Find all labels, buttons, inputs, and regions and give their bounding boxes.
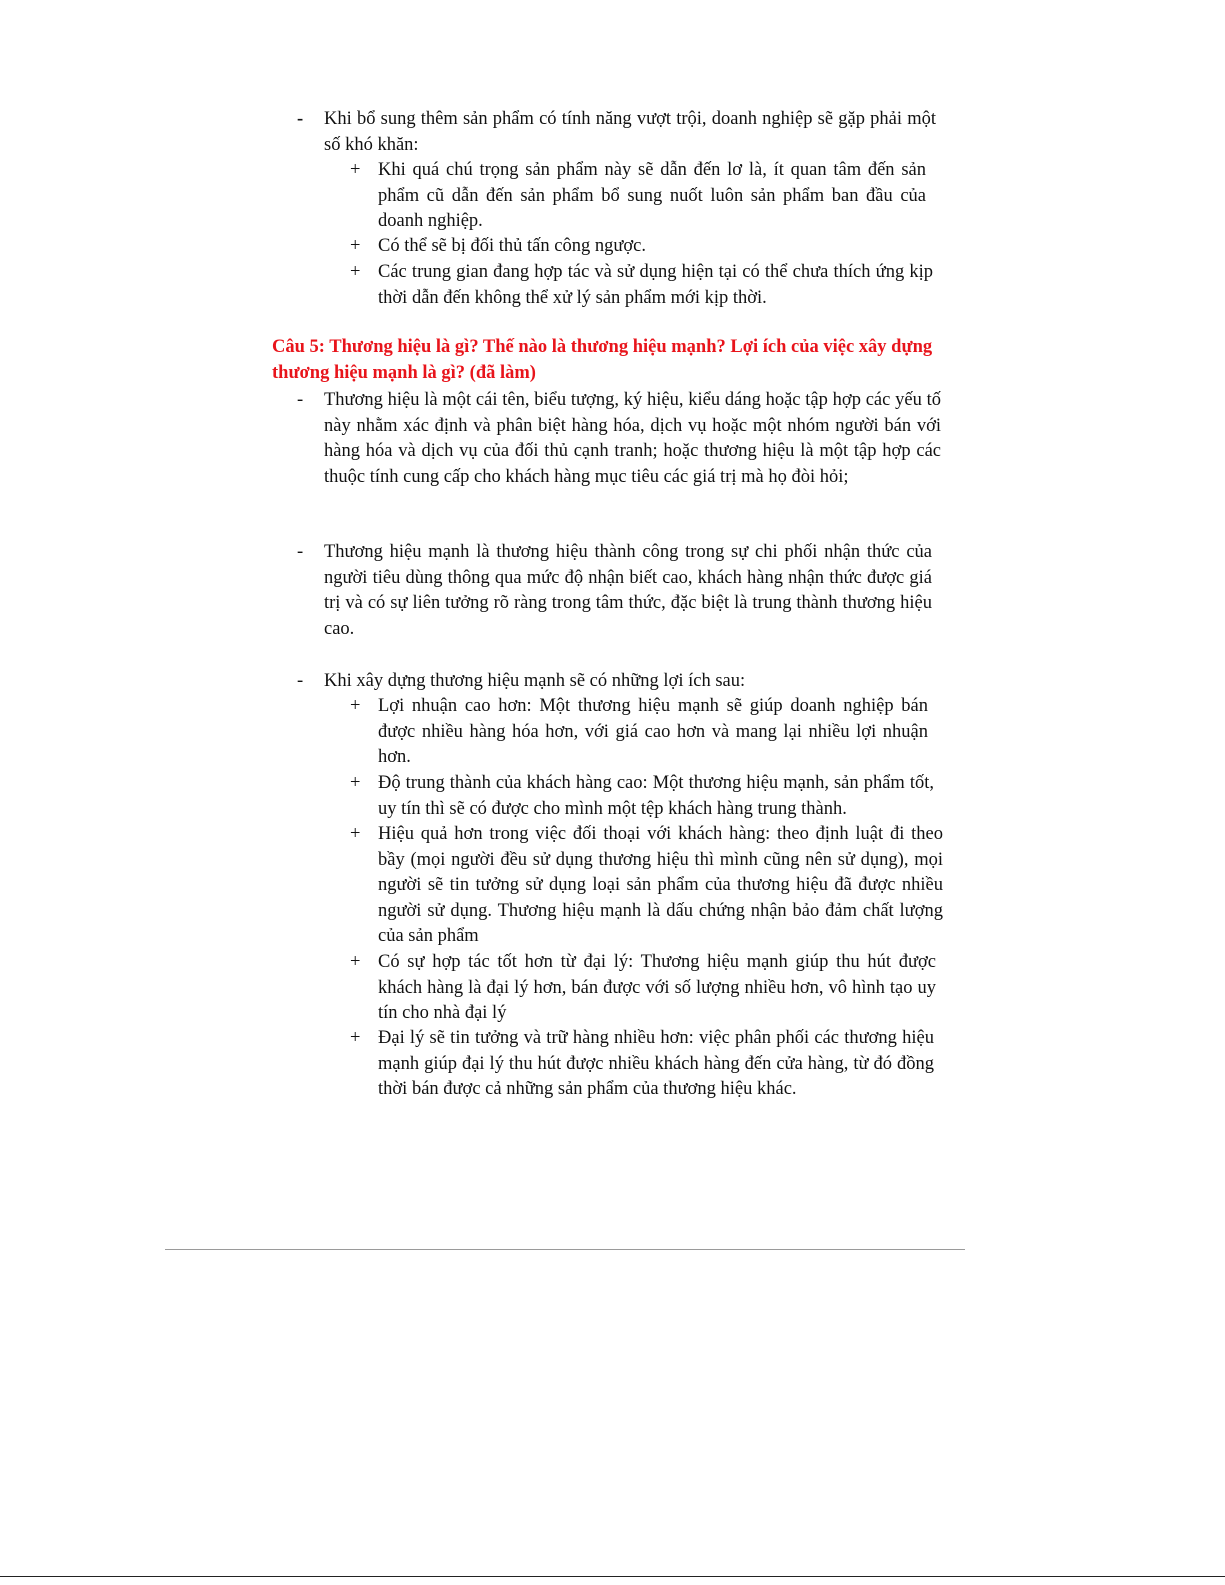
dash-bullet: - <box>297 390 304 410</box>
benefit-item: Đại lý sẽ tin tưởng và trữ hàng nhiều hơn: việc phân phối các thương hiệu mạnh giúp đại lý thu hút được nhiều khách hàng đến cửa hàng, từ đó đồng thời bán được cả những sản phẩm của thương hiệu khác. <box>378 1028 934 1100</box>
difficulty-item: Có thể sẽ bị đối thủ tấn công ngược. <box>378 236 646 256</box>
question-5-heading: Câu 5: Thương hiệu là gì? Thế nào là thương hiệu mạnh? Lợi ích của việc xây dựng thương hiệu mạnh là gì? (đã làm) <box>272 337 933 383</box>
plus-bullet: + <box>350 1028 361 1048</box>
difficulty-item: Các trung gian đang hợp tác và sử dụng hiện tại có thể chưa thích ứng kịp thời dẫn đến không thể xử lý sản phẩm mới kịp thời. <box>378 262 933 308</box>
plus-bullet: + <box>350 262 361 282</box>
dash-bullet: - <box>297 542 304 562</box>
strong-brand-definition: Thương hiệu mạnh là thương hiệu thành công trong sự chi phối nhận thức của người tiêu dùng thông qua mức độ nhận biết cao, khách hàng nhận thức được giá trị và có sự liên tưởng rõ ràng trong tâm thức, đặc biệt là trung thành thương hiệu cao. <box>324 542 932 639</box>
difficulty-item: Khi quá chú trọng sản phẩm này sẽ dẫn đến lơ là, ít quan tâm đến sản phẩm cũ dẫn đến sản phẩm bổ sung nuốt luôn sản phẩm ban đầu của doanh nghiệp. <box>378 160 926 232</box>
difficulties-intro: Khi bổ sung thêm sản phẩm có tính năng vượt trội, doanh nghiệp sẽ gặp phải một số khó khăn: <box>324 109 936 155</box>
plus-bullet: + <box>350 160 361 180</box>
benefit-item: Hiệu quả hơn trong việc đối thoại với khách hàng: theo định luật đi theo bầy (mọi người đều sử dụng thương hiệu thì mình cũng nên sử dụng), mọi người sẽ tin tưởng sử dụng loại sản phẩm của thương hiệu đã được nhiều người sử dụng. Thương hiệu mạnh là dấu chứng nhận bảo đảm chất lượng của sản phẩm <box>378 824 943 947</box>
section-divider <box>165 1249 965 1250</box>
plus-bullet: + <box>350 824 361 844</box>
dash-bullet: - <box>297 671 304 691</box>
plus-bullet: + <box>350 696 361 716</box>
benefit-item: Có sự hợp tác tốt hơn từ đại lý: Thương hiệu mạnh giúp thu hút được khách hàng là đại lý hơn, bán được với số lượng nhiều hơn, vô hình tạo uy tín cho nhà đại lý <box>378 952 936 1024</box>
dash-bullet: - <box>297 109 304 129</box>
plus-bullet: + <box>350 236 361 256</box>
brand-definition: Thương hiệu là một cái tên, biểu tượng, ký hiệu, kiểu dáng hoặc tập hợp các yếu tố này nhằm xác định và phân biệt hàng hóa, dịch vụ hoặc một nhóm người bán với hàng hóa và dịch vụ của đối thủ cạnh tranh; hoặc thương hiệu là một tập hợp các thuộc tính cung cấp cho khách hàng mục tiêu các giá trị mà họ đòi hỏi; <box>324 390 941 487</box>
plus-bullet: + <box>350 952 361 972</box>
benefit-item: Lợi nhuận cao hơn: Một thương hiệu mạnh sẽ giúp doanh nghiệp bán được nhiều hàng hóa hơn, với giá cao hơn và mang lại nhiều lợi nhuận hơn. <box>378 696 928 768</box>
benefits-intro: Khi xây dựng thương hiệu mạnh sẽ có những lợi ích sau: <box>324 671 746 691</box>
bottom-border <box>0 1576 1225 1577</box>
plus-bullet: + <box>350 773 361 793</box>
benefit-item: Độ trung thành của khách hàng cao: Một thương hiệu mạnh, sản phẩm tốt, uy tín thì sẽ có được cho mình một tệp khách hàng trung thành. <box>378 773 934 819</box>
